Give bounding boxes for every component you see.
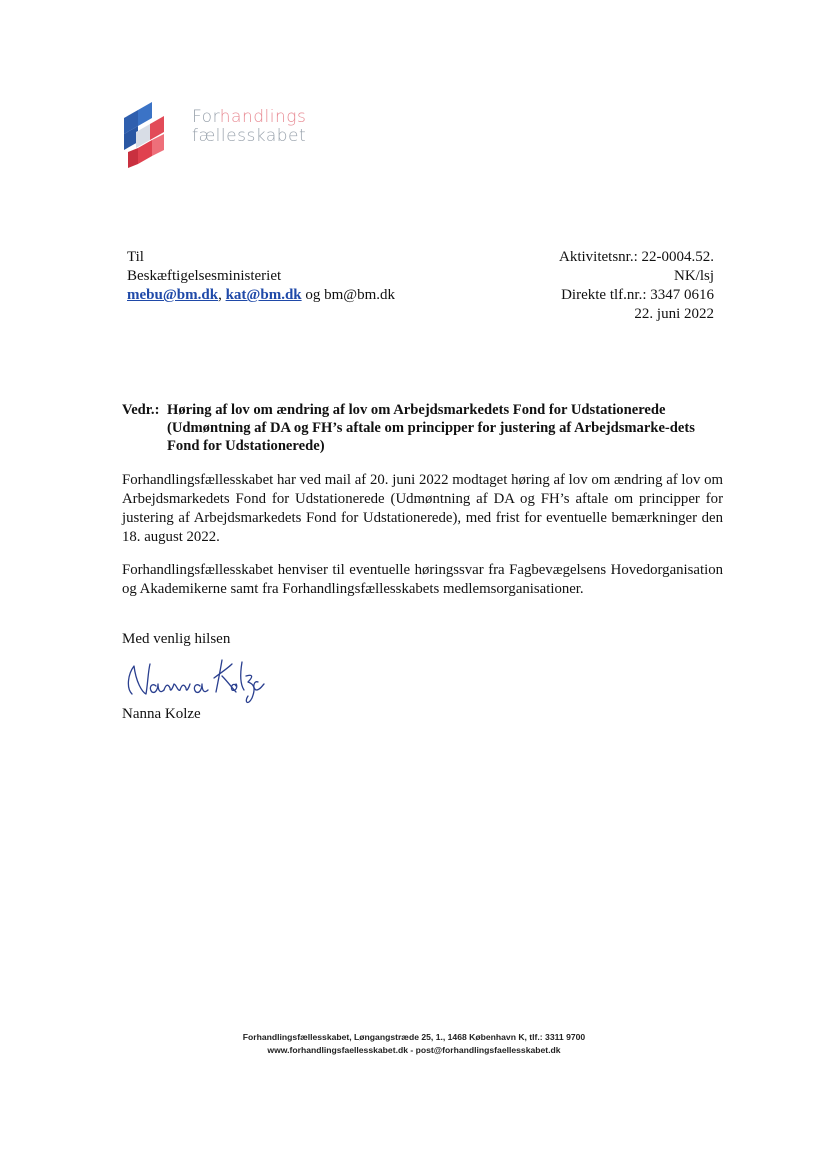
email-link-kat[interactable]: kat@bm.dk	[225, 287, 302, 303]
email-link-mebu[interactable]: mebu@bm.dk	[127, 287, 219, 303]
handwritten-signature	[118, 652, 268, 710]
body-paragraph-2: Forhandlingsfællesskabet henviser til eventuelle høringssvar fra Fagbevægelsens Hovedorganisation og Akademikerne samt fra Forhandlingsfællesskabets medlemsorganisationer.	[122, 562, 723, 597]
letter-meta	[559, 248, 714, 324]
signer-name: Nanna Kolze	[122, 706, 201, 722]
footer	[0, 1031, 828, 1057]
footer-address: Forhandlingsfællesskabet, Løngangstræde 25, 1., 1468 København K, tlf.: 3311 9700	[242, 1032, 586, 1042]
closing-greeting: Med venlig hilsen	[122, 631, 231, 647]
logo-wordmark: Forhandlings fællesskabet	[192, 107, 307, 146]
body-paragraph-1: Forhandlingsfællesskabet har ved mail af 20. juni 2022 modtaget høring af lov om ændring af lov om Arbejdsmarkedets Fond for Udstationerede (Udmøntning af DA og FH’s aftale om principper for justering af Arbejdsmarkedets Fond for Udstationerede), med frist for eventuelle bemærkninger den 18. august 2022.	[122, 472, 723, 545]
reference-initials: NK/lsj	[673, 268, 714, 284]
direct-phone: Direkte tlf.nr.: 3347 0616	[561, 287, 714, 303]
subject-text: Høring af lov om ændring af lov om Arbejdsmarkedets Fond for Udstationerede (Udmøntning af DA og FH’s aftale om principper for justering af Arbejdsmarke-dets Fond for Udstationerede)	[167, 402, 695, 454]
logo-mark-icon	[122, 102, 166, 170]
recipient-organization: Beskæftigelsesministeriet	[127, 268, 282, 284]
footer-contact: www.forhandlingsfaellesskabet.dk - post@forhandlingsfaellesskabet.dk	[267, 1045, 561, 1055]
email-text-bm: bm@bm.dk	[324, 287, 396, 303]
letter-date: 22. juni 2022	[634, 306, 714, 322]
recipient-label: Til	[127, 249, 144, 265]
recipient-block: Til Beskæftigelsesministeriet mebu@bm.dk, kat@bm.dk og bm@bm.dk	[127, 249, 396, 303]
activity-number: Aktivitetsnr.: 22-0004.52.	[559, 249, 714, 265]
subject-prefix: Vedr.:	[122, 402, 160, 418]
subject-line	[122, 401, 722, 455]
